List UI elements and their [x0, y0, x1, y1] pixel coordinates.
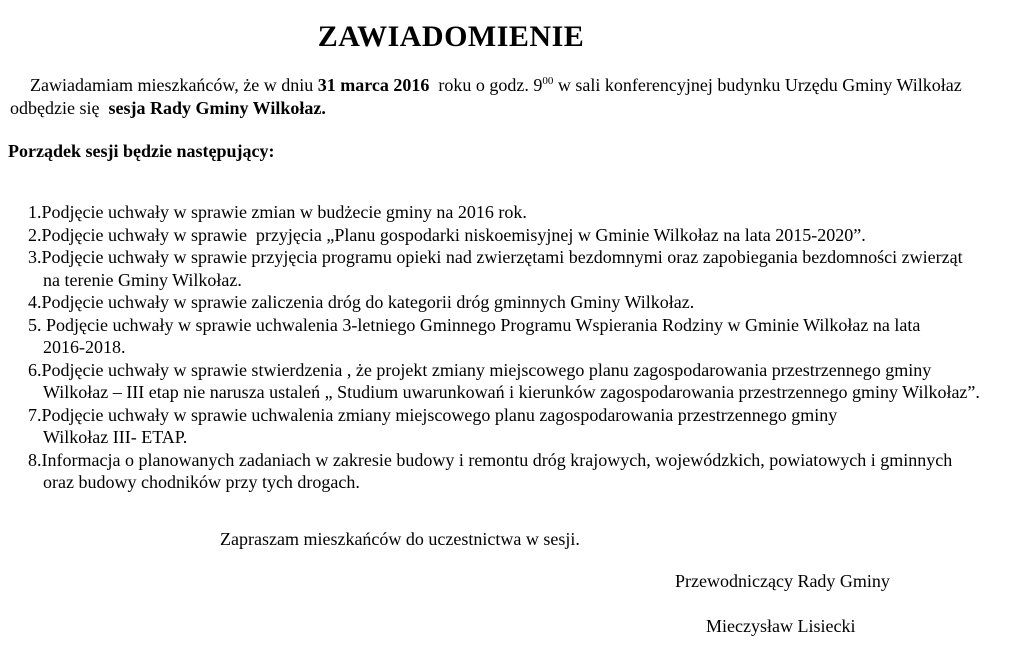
agenda-item-line: 5. Podjęcie uchwały w sprawie uchwalenia 3-letniego Gminnego Programu Wspierania Rodziny w Gminie Wilkołaz na lata: [28, 314, 921, 335]
signature-role: Przewodniczący Rady Gminy: [675, 571, 890, 591]
agenda-item-line: 2016-2018.: [43, 337, 126, 357]
document-title: ZAWIADOMIENIE: [317, 20, 585, 53]
agenda-heading: Porządek sesji będzie następujący:: [8, 141, 275, 161]
agenda-item: [28, 246, 980, 291]
intro-line-2: [10, 97, 962, 120]
agenda-item: [28, 224, 980, 247]
agenda-item-line: Wilkołaz III- ETAP.: [43, 427, 188, 447]
agenda-list: [28, 201, 980, 494]
session-time-superscript: 00: [542, 75, 554, 87]
session-date: 31 marca 2016: [317, 75, 430, 95]
agenda-item-line: 3.Podjęcie uchwały w sprawie przyjęcia programu opieki nad zwierzętami bezdomnymi oraz zapobiegania bezdomności zwierząt: [28, 247, 963, 267]
agenda-item: [28, 359, 980, 404]
agenda-item: [28, 291, 980, 314]
intro-text: w sali konferencyjnej budynku Urzędu Gminy Wilkołaz: [553, 75, 962, 95]
intro-text: Zawiadamiam mieszkańców, że w dniu: [30, 75, 318, 95]
intro-line-1: [10, 74, 962, 97]
agenda-item-line: Wilkołaz – III etap nie narusza ustaleń „ Studium uwarunkowań i kierunków zagospodarowania przestrzennego gminy Wilkołaz”.: [43, 382, 980, 402]
agenda-item-line: oraz budowy chodników przy tych drogach.: [43, 472, 360, 492]
agenda-item-line: 1.Podjęcie uchwały w sprawie zmian w budżecie gminy na 2016 rok.: [28, 202, 527, 222]
agenda-item: [28, 449, 980, 494]
agenda-item: [28, 404, 980, 449]
intro-paragraph: [10, 74, 962, 120]
closing-invitation: Zapraszam mieszkańców do uczestnictwa w sesji.: [220, 529, 580, 549]
agenda-item-line: 6.Podjęcie uchwały w sprawie stwierdzenia , że projekt zmiany miejscowego planu zagospodarowania przestrzennego gminy: [28, 359, 932, 380]
agenda-item: [28, 201, 980, 224]
agenda-item-line: na terenie Gminy Wilkołaz.: [43, 269, 242, 290]
signature-name: Mieczysław Lisiecki: [706, 616, 856, 636]
agenda-item-line: 8.Informacja o planowanych zadaniach w zakresie budowy i remontu dróg krajowych, wojewódzkich, powiatowych i gminnych: [28, 449, 953, 470]
session-name: sesja Rady Gminy Wilkołaz.: [108, 98, 326, 118]
intro-text: odbędzie się: [10, 98, 109, 118]
agenda-item-line: 7.Podjęcie uchwały w sprawie uchwalenia zmiany miejscowego planu zagospodarowania przestrzennego gminy: [28, 404, 838, 425]
agenda-item-line: 2.Podjęcie uchwały w sprawie przyjęcia „Planu gospodarki niskoemisyjnej w Gminie Wilkołaz na lata 2015-2020”.: [28, 224, 866, 245]
agenda-item: [28, 314, 980, 359]
agenda-item-line: 4.Podjęcie uchwały w sprawie zaliczenia dróg do kategorii dróg gminnych Gminy Wilkołaz.: [28, 292, 695, 312]
intro-text: roku o godz. 9: [429, 75, 543, 95]
